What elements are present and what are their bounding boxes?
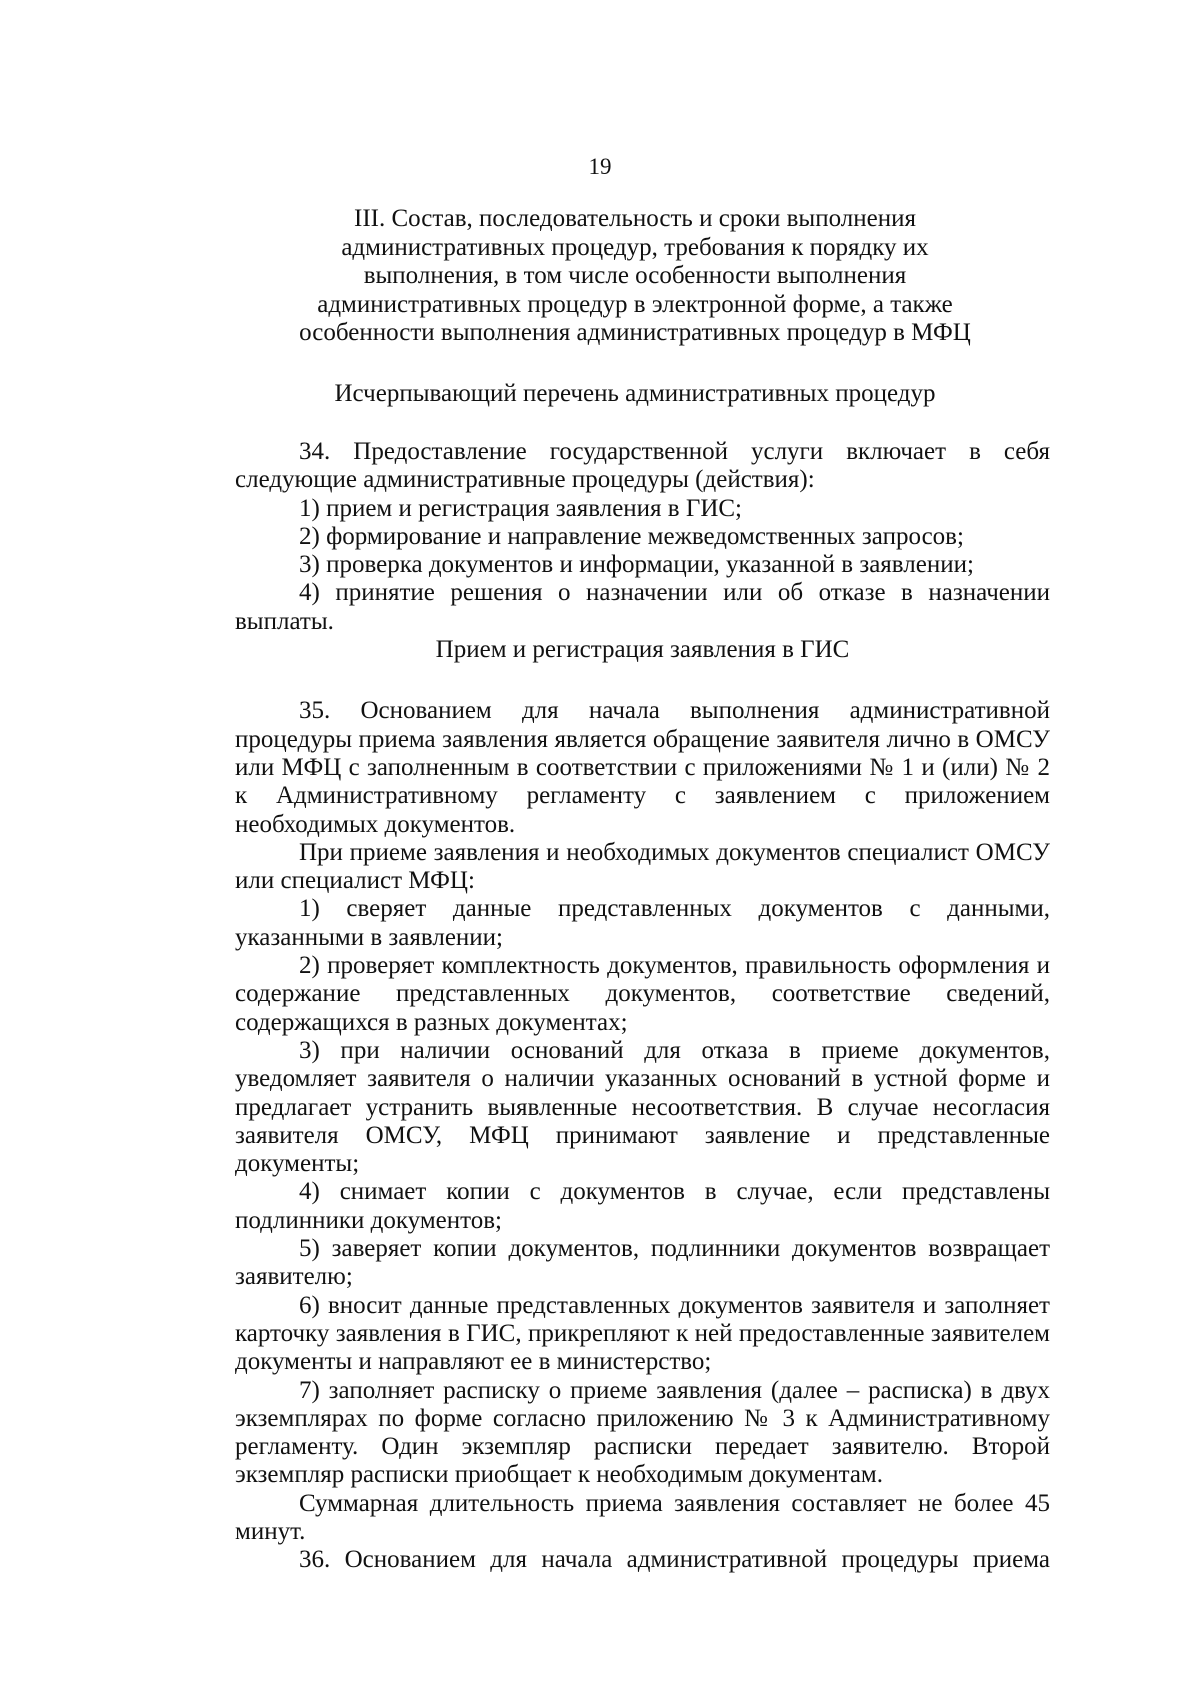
list-item: 4) принятие решения о назначении или об отказе в назначении выплаты. <box>235 579 1050 635</box>
subheading-reception: Прием и регистрация заявления в ГИС <box>435 636 850 664</box>
paragraph-duration: Суммарная длительность приема заявления составляет не более 45 минут. <box>235 1489 1050 1545</box>
paragraph-34: 34. Предоставление государственной услуги включает в себя следующие административные процедуры (действия): <box>235 438 1050 494</box>
subheading-procedures-list: Исчерпывающий перечень административных процедур <box>334 380 936 407</box>
list-item: 3) проверка документов и информации, указанной в заявлении; <box>299 551 974 579</box>
section-title-line: административных процедур в электронной форме, а также <box>317 290 953 318</box>
list-item: 4) снимает копии с документов в случае, если представлены подлинники документов; <box>235 1178 1050 1234</box>
list-item: 3) при наличии оснований для отказа в приеме документов, уведомляет заявителя о наличии указанных оснований в устной форме и предлагает устранить выявленные несоответствия. В случае несогласия заявителя ОМСУ, МФЦ принимают заявление и представленные документы; <box>235 1036 1050 1178</box>
list-item: 1) прием и регистрация заявления в ГИС; <box>299 494 742 522</box>
paragraph-35-intro: При приеме заявления и необходимых документов специалист ОМСУ или специалист МФЦ: <box>235 838 1050 895</box>
section-title-line: выполнения, в том числе особенности выполнения <box>363 262 907 289</box>
section-title-line: административных процедур, требования к порядку их <box>341 233 929 261</box>
document-body <box>235 438 1050 1575</box>
page-number: 19 <box>588 154 612 179</box>
list-item: 6) вносит данные представленных документов заявителя и заполняет карточку заявления в ГИС, прикрепляют к ней предоставленные заявителем документы и направляют ее в министерство; <box>235 1291 1050 1376</box>
section-title <box>260 205 1010 348</box>
section-title-line: III. Состав, последовательность и сроки выполнения <box>354 205 916 232</box>
list-item: 2) формирование и направление межведомственных запросов; <box>299 522 964 550</box>
list-item: 7) заполняет расписку о приеме заявления (далее – расписка) в двух экземплярах по форме согласно приложению № 3 к Административному регламенту. Один экземпляр расписки передает заявителю. Второй экземпляр расписки приобщает к необходимым документам. <box>235 1376 1050 1489</box>
paragraph-35: 35. Основанием для начала выполнения административной процедуры приема заявления является обращение заявителя лично в ОМСУ или МФЦ с заполненным в соответствии с приложениями № 1 и (или) № 2 к Административному регламенту с заявлением с приложением необходимых документов. <box>235 697 1050 838</box>
list-item: 2) проверяет комплектность документов, правильность оформления и содержание представленных документов, соответствие сведений, содержащихся в разных документах; <box>235 952 1050 1036</box>
list-item: 5) заверяет копии документов, подлинники документов возвращает заявителю; <box>235 1235 1050 1291</box>
list-item: 1) сверяет данные представленных документов с данными, указанными в заявлении; <box>235 895 1050 951</box>
paragraph-36: 36. Основанием для начала административной процедуры приема <box>299 1546 1050 1574</box>
section-title-line: особенности выполнения административных процедур в МФЦ <box>299 319 971 346</box>
